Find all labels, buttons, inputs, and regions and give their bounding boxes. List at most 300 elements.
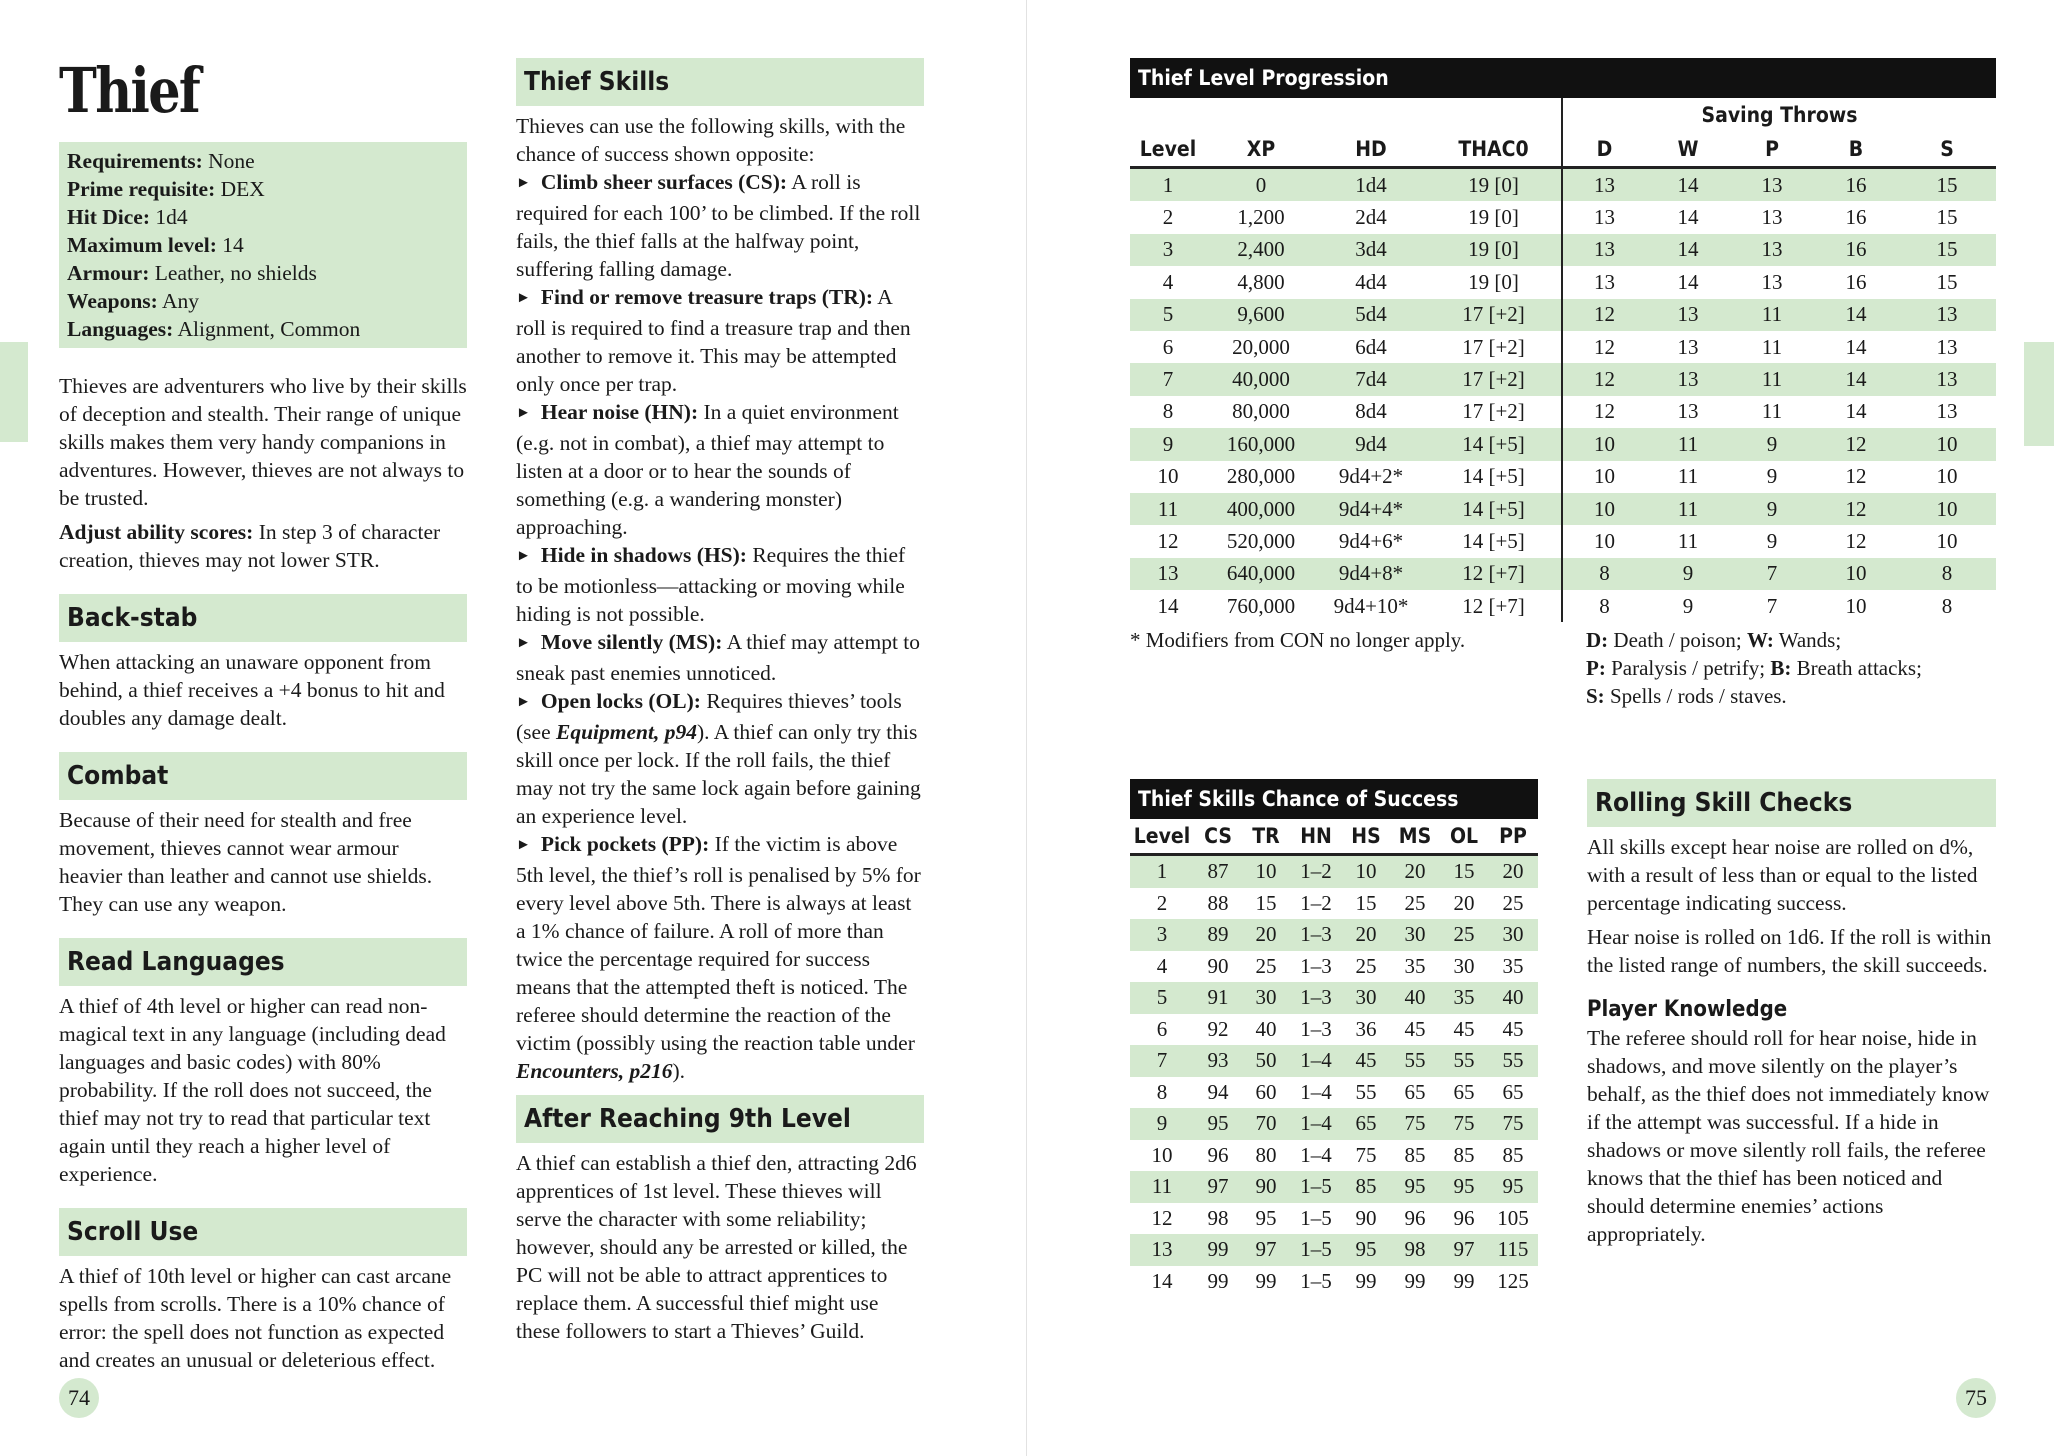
table-cell: 9 [1766, 464, 1778, 489]
table-cell: 12 [1814, 493, 1898, 525]
table-cell: 99 [1404, 1268, 1426, 1293]
table-cell: 13 [1562, 266, 1646, 298]
table-cell: 19 [0] [1426, 234, 1562, 266]
bullet-arrow-icon: ► [516, 837, 531, 853]
table-cell: 1 [1130, 168, 1206, 202]
table-cell: 1–5 [1290, 1234, 1342, 1266]
table-cell: 11 [1730, 363, 1814, 395]
table-cell: 97 [1440, 1234, 1488, 1266]
table-cell: 55 [1440, 1045, 1488, 1077]
table-cell: 6d4 [1355, 334, 1387, 359]
table-cell: 90 [1355, 1205, 1377, 1230]
skill-hide: ► Hide in shadows (HS): Requires the thief to be motionless—attacking or moving while hiding is not possible. [516, 543, 906, 626]
table-cell: 14 [1845, 334, 1867, 359]
table-cell: 14 [+5] [1426, 493, 1562, 525]
table-cell: 16 [1845, 269, 1867, 294]
table-cell: 5 [1130, 299, 1206, 331]
table-cell: 14 [+5] [1462, 528, 1525, 553]
table-cell: 16 [1814, 234, 1898, 266]
table-cell: 5d4 [1316, 299, 1426, 331]
table-cell: 9d4+4* [1316, 493, 1426, 525]
table-cell: 45 [1404, 1016, 1426, 1041]
table-cell: 4 [1156, 953, 1168, 978]
table-cell: 10 [1157, 464, 1179, 489]
table-cell: 13 [1677, 399, 1699, 424]
table-cell: 10 [1562, 461, 1646, 493]
table-cell: 97 [1242, 1234, 1290, 1266]
table-cell: 87 [1194, 855, 1242, 888]
table-cell: 2d4 [1355, 205, 1387, 230]
table-cell: 13 [1646, 363, 1730, 395]
table-cell: 9d4+8* [1316, 558, 1426, 590]
table-cell: 1–3 [1290, 919, 1342, 951]
table-cell: 1–5 [1300, 1205, 1332, 1230]
table-cell: 13 [1730, 168, 1814, 202]
table-cell: 2 [1162, 205, 1174, 230]
table-cell: 55 [1355, 1079, 1377, 1104]
table-cell: 25 [1440, 919, 1488, 951]
table-cell: 10 [1814, 558, 1898, 590]
table-cell: 55 [1390, 1045, 1440, 1077]
table-cell: 95 [1440, 1171, 1488, 1203]
left-column [59, 54, 467, 1374]
read-languages-text: A thief of 4th level or higher can read non-magical text in any language (including dead languages and basic codes) with 80% probability. If the roll does not succeed, the thief may not try to read that particular text again until they reach a higher level of experience. [59, 994, 446, 1186]
con-footnote: * Modifiers from CON no longer apply. [1130, 628, 1466, 653]
table-cell: 4,800 [1237, 269, 1285, 294]
table-cell: 9d4+2* [1338, 464, 1404, 489]
table-cell: 8 [1156, 1079, 1168, 1104]
table-cell: 11 [1130, 1171, 1194, 1203]
table-cell: 12 [1845, 528, 1867, 553]
scroll-use-text: A thief of 10th level or higher can cast arcane spells from scrolls. There is a 10% chance of error: the spell does not function as expected and creates an unusual or deleterious effect. [59, 1264, 452, 1372]
table-cell: 14 [1646, 168, 1730, 202]
table-cell: 30 [1390, 919, 1440, 951]
level-progression-block [1130, 58, 1996, 716]
table-cell: 2,400 [1206, 234, 1316, 266]
table-cell: 13 [1761, 269, 1783, 294]
table-row [1130, 1014, 1538, 1046]
after-9th-level-heading: After Reaching 9th Level [516, 1095, 924, 1143]
table-cell: 14 [1151, 1268, 1173, 1293]
bullet-arrow-icon: ► [516, 405, 531, 421]
table-cell: 10 [1342, 855, 1390, 888]
table-cell: 97 [1194, 1171, 1242, 1203]
table-cell: 85 [1342, 1171, 1390, 1203]
table-cell: 115 [1488, 1234, 1538, 1266]
skills-col-header: PP [1488, 819, 1538, 855]
table-cell: 0 [1206, 168, 1316, 202]
table-cell: 60 [1255, 1079, 1277, 1104]
table-cell: 3d4 [1316, 234, 1426, 266]
table-cell: 99 [1255, 1268, 1277, 1293]
table-cell: 8 [1562, 590, 1646, 622]
table-cell: 30 [1342, 982, 1390, 1014]
table-cell: 20 [1453, 890, 1475, 915]
progression-col-header: THAC0 [1426, 132, 1562, 168]
table-cell: 16 [1845, 205, 1867, 230]
table-cell: 160,000 [1206, 428, 1316, 460]
table-cell: 10 [1151, 1142, 1173, 1167]
table-cell: 20 [1390, 855, 1440, 888]
table-cell: 11 [1677, 464, 1699, 489]
info-prime-requisite: Prime requisite: DEX [67, 177, 265, 201]
table-cell: 12 [1562, 299, 1646, 331]
table-cell: 17 [+2] [1462, 334, 1525, 359]
table-cell: 17 [+2] [1462, 399, 1525, 424]
table-cell: 13 [1761, 205, 1783, 230]
page-number-left: 74 [59, 1378, 99, 1418]
table-cell: 13 [1936, 334, 1958, 359]
table-cell: 65 [1342, 1108, 1390, 1140]
table-cell: 75 [1440, 1108, 1488, 1140]
table-cell: 9 [1130, 428, 1206, 460]
table-cell: 10 [1936, 464, 1958, 489]
table-cell: 4 [1162, 269, 1174, 294]
table-row [1130, 396, 1996, 428]
table-row [1130, 1234, 1538, 1266]
level-progression-table [1130, 98, 1996, 622]
skills-col-header: OL [1440, 819, 1488, 855]
table-cell: 95 [1342, 1234, 1390, 1266]
table-row [1130, 168, 1996, 202]
encounters-reference: Encounters, p216 [516, 1059, 673, 1083]
info-languages: Languages: Alignment, Common [67, 317, 361, 341]
thief-skills-heading: Thief Skills [516, 58, 924, 106]
table-cell: 11 [1646, 428, 1730, 460]
table-cell: 9d4+6* [1338, 528, 1404, 553]
table-row [1130, 590, 1996, 622]
table-row [1130, 525, 1996, 557]
table-cell: 14 [1157, 593, 1179, 618]
info-hit-dice: Hit Dice: 1d4 [67, 205, 188, 229]
table-cell: 15 [1255, 890, 1277, 915]
table-row [1130, 1203, 1538, 1235]
skill-open-locks: ► Open locks (OL): Requires thieves’ tools (see Equipment, p94). A thief can only try this skill once per lock. If the roll fails, the thief may not try the same lock again before gaining an experience level. [516, 689, 921, 828]
table-cell: 14 [1677, 269, 1699, 294]
table-cell: 13 [1936, 399, 1958, 424]
table-cell: 1–3 [1300, 1016, 1332, 1041]
table-cell: 12 [+7] [1426, 558, 1562, 590]
table-cell: 1 [1130, 855, 1194, 888]
table-cell: 95 [1488, 1171, 1538, 1203]
table-cell: 19 [0] [1468, 205, 1519, 230]
table-cell: 45 [1502, 1016, 1524, 1041]
table-row [1130, 1108, 1538, 1140]
table-cell: 13 [1130, 558, 1206, 590]
table-cell: 85 [1502, 1142, 1524, 1167]
backstab-text: When attacking an unaware opponent from behind, a thief receives a +4 bonus to hit and doubles any damage dealt. [59, 650, 445, 730]
right-edge-tab [2024, 342, 2054, 446]
table-cell: 1–3 [1290, 982, 1342, 1014]
table-cell: 12 [+7] [1462, 593, 1525, 618]
table-cell: 13 [1677, 334, 1699, 359]
table-cell: 20 [1242, 919, 1290, 951]
skills-col-header: Level [1130, 819, 1194, 855]
table-cell: 10 [1242, 855, 1290, 888]
table-cell: 14 [1814, 363, 1898, 395]
table-cell: 1d4 [1316, 168, 1426, 202]
table-cell: 8 [1562, 558, 1646, 590]
table-cell: 9 [1646, 558, 1730, 590]
backstab-heading: Back-stab [59, 594, 467, 642]
table-row [1130, 855, 1538, 888]
table-row [1130, 1266, 1538, 1298]
scroll-use-heading: Scroll Use [59, 1208, 467, 1256]
skills-chance-block [1130, 779, 1538, 1297]
table-cell: 14 [1646, 234, 1730, 266]
table-cell: 30 [1242, 982, 1290, 1014]
skills-col-header: TR [1242, 819, 1290, 855]
info-armour: Armour: Leather, no shields [67, 261, 317, 285]
table-cell: 30 [1488, 919, 1538, 951]
info-requirements: Requirements: None [67, 149, 255, 173]
table-cell: 105 [1497, 1205, 1529, 1230]
info-weapons: Weapons: Any [67, 289, 200, 313]
table-cell: 13 [1562, 168, 1646, 202]
table-cell: 4d4 [1355, 269, 1387, 294]
table-cell: 99 [1453, 1268, 1475, 1293]
table-cell: 88 [1207, 890, 1229, 915]
table-row [1130, 363, 1996, 395]
progression-notes [1130, 626, 1996, 716]
table-cell: 96 [1453, 1205, 1475, 1230]
table-cell: 1–4 [1300, 1079, 1332, 1104]
table-cell: 11 [1646, 493, 1730, 525]
table-cell: 3 [1130, 919, 1194, 951]
middle-column [516, 58, 924, 1345]
table-cell: 10 [1845, 593, 1867, 618]
table-cell: 12 [1157, 528, 1179, 553]
bullet-arrow-icon: ► [516, 635, 531, 651]
table-cell: 15 [1936, 205, 1958, 230]
table-cell: 85 [1404, 1142, 1426, 1167]
table-cell: 7 [1130, 1045, 1194, 1077]
table-cell: 7 [1766, 593, 1778, 618]
table-cell: 30 [1453, 953, 1475, 978]
table-row [1130, 558, 1996, 590]
skills-col-header: HN [1290, 819, 1342, 855]
table-cell: 11 [1761, 399, 1783, 424]
table-cell: 1–2 [1290, 855, 1342, 888]
table-cell: 10 [1562, 493, 1646, 525]
progression-col-header: XP [1206, 132, 1316, 168]
table-cell: 760,000 [1226, 593, 1296, 618]
table-cell: 2 [1156, 890, 1168, 915]
class-info-box [59, 142, 467, 348]
table-cell: 94 [1207, 1079, 1229, 1104]
table-cell: 85 [1453, 1142, 1475, 1167]
progression-col-header: Level [1130, 132, 1206, 168]
skills-chance-title: Thief Skills Chance of Success [1130, 779, 1538, 819]
progression-col-header: B [1814, 132, 1898, 168]
table-cell: 280,000 [1226, 464, 1296, 489]
table-cell: 13 [1562, 234, 1646, 266]
progression-col-header: W [1646, 132, 1730, 168]
table-cell: 11 [1730, 299, 1814, 331]
table-cell: 8 [1162, 399, 1174, 424]
skill-traps: ► Find or remove treasure traps (TR): A roll is required to find a treasure trap and then another to remove it. This may be attempted only once per trap. [516, 285, 911, 396]
table-cell: 12 [1562, 331, 1646, 363]
combat-text: Because of their need for stealth and free movement, thieves cannot wear armour heavier than leather and cannot use shields. They can use any weapon. [59, 808, 433, 916]
table-cell: 65 [1502, 1079, 1524, 1104]
table-cell: 40 [1255, 1016, 1277, 1041]
progression-col-header: D [1562, 132, 1646, 168]
table-cell: 13 [1898, 299, 1996, 331]
table-cell: 80 [1255, 1142, 1277, 1167]
table-cell: 98 [1207, 1205, 1229, 1230]
table-cell: 96 [1207, 1142, 1229, 1167]
skills-col-header: CS [1194, 819, 1242, 855]
table-cell: 40 [1390, 982, 1440, 1014]
skills-col-header: HS [1342, 819, 1390, 855]
table-cell: 65 [1453, 1079, 1475, 1104]
table-cell: 75 [1488, 1108, 1538, 1140]
bullet-arrow-icon: ► [516, 694, 531, 710]
table-cell: 10 [1562, 428, 1646, 460]
table-cell: 12 [1814, 428, 1898, 460]
table-row [1130, 1140, 1538, 1172]
table-cell: 13 [1898, 363, 1996, 395]
table-cell: 13 [1730, 234, 1814, 266]
level-progression-title: Thief Level Progression [1130, 58, 1996, 98]
table-cell: 12 [1151, 1205, 1173, 1230]
table-cell: 55 [1488, 1045, 1538, 1077]
table-cell: 6 [1156, 1016, 1168, 1041]
table-cell: 10 [1898, 428, 1996, 460]
table-row [1130, 1077, 1538, 1109]
table-cell: 92 [1207, 1016, 1229, 1041]
table-cell: 125 [1497, 1268, 1529, 1293]
table-row [1130, 1045, 1538, 1077]
table-cell: 70 [1242, 1108, 1290, 1140]
table-cell: 13 [1562, 201, 1646, 233]
page-number-right: 75 [1956, 1378, 1996, 1418]
skill-hear-noise: ► Hear noise (HN): In a quiet environment (e.g. not in combat), a thief may attempt to listen at a door or to hear the sounds of something (e.g. a wandering monster) approaching. [516, 400, 899, 539]
table-cell: 65 [1404, 1079, 1426, 1104]
table-cell: 14 [+5] [1426, 428, 1562, 460]
table-cell: 9 [1682, 593, 1694, 618]
saving-throws-legend: D: Death / poison; W: Wands; P: Paralysis / petrify; B: Breath attacks; S: Spells / rods / staves. [1586, 628, 1922, 709]
table-cell: 40,000 [1206, 363, 1316, 395]
progression-col-header: P [1730, 132, 1814, 168]
table-cell: 25 [1404, 890, 1426, 915]
table-row [1130, 461, 1996, 493]
table-cell: 15 [1355, 890, 1377, 915]
table-cell: 15 [1440, 855, 1488, 888]
table-row [1130, 493, 1996, 525]
table-cell: 8 [1898, 558, 1996, 590]
table-cell: 8d4 [1355, 399, 1387, 424]
combat-heading: Combat [59, 752, 467, 800]
after-9th-level-text: A thief can establish a thief den, attracting 2d6 apprentices of 1st level. These thieves will serve the character with some reliability; however, should any be arrested or killed, the PC will not be able to attract apprentices to replace them. A successful thief might use these followers to start a Thieves’ Guild. [516, 1151, 917, 1343]
table-cell: 25 [1502, 890, 1524, 915]
table-cell: 9d4 [1316, 428, 1426, 460]
thief-skills-intro: Thieves can use the following skills, with the chance of success shown opposite: [516, 114, 906, 166]
table-row [1130, 982, 1538, 1014]
table-cell: 1–2 [1300, 890, 1332, 915]
table-cell: 90 [1207, 953, 1229, 978]
skill-pick-pockets: ► Pick pockets (PP): If the victim is above 5th level, the thief’s roll is penalised by 5% for every level above 5th. There is always at least a 1% chance of failure. A roll of more than twice the percentage required for success means that the attempted theft is noticed. The referee should determine the reaction of the victim (possibly using the reaction table under Encounters, p216). [516, 832, 921, 1083]
table-cell: 1–4 [1300, 1142, 1332, 1167]
table-cell: 14 [+5] [1462, 464, 1525, 489]
table-cell: 98 [1390, 1234, 1440, 1266]
table-cell: 9 [1766, 528, 1778, 553]
table-cell: 19 [0] [1426, 168, 1562, 202]
table-row [1130, 266, 1996, 298]
table-cell: 93 [1194, 1045, 1242, 1077]
table-row [1130, 331, 1996, 363]
left-edge-tab [0, 342, 28, 442]
table-cell: 14 [1677, 205, 1699, 230]
table-cell: 20,000 [1232, 334, 1290, 359]
info-maximum-level: Maximum level: 14 [67, 233, 244, 257]
table-cell: 35 [1502, 953, 1524, 978]
table-cell: 5 [1130, 982, 1194, 1014]
table-cell: 99 [1194, 1234, 1242, 1266]
table-cell: 20 [1488, 855, 1538, 888]
table-cell: 17 [+2] [1426, 299, 1562, 331]
table-row [1130, 428, 1996, 460]
table-cell: 12 [1562, 363, 1646, 395]
table-cell: 90 [1242, 1171, 1290, 1203]
bullet-arrow-icon: ► [516, 548, 531, 564]
skills-chance-table [1130, 819, 1538, 1297]
table-cell: 96 [1404, 1205, 1426, 1230]
table-cell: 35 [1404, 953, 1426, 978]
equipment-reference: Equipment, p94 [556, 720, 697, 744]
table-cell: 40 [1488, 982, 1538, 1014]
saving-throws-header: Saving Throws [1562, 98, 1996, 132]
table-cell: 75 [1355, 1142, 1377, 1167]
table-cell: 89 [1194, 919, 1242, 951]
table-cell: 3 [1130, 234, 1206, 266]
table-cell: 45 [1342, 1045, 1390, 1077]
table-row [1130, 888, 1538, 920]
table-cell: 9 [1730, 493, 1814, 525]
table-cell: 17 [+2] [1426, 363, 1562, 395]
table-row [1130, 234, 1996, 266]
table-cell: 7d4 [1316, 363, 1426, 395]
table-cell: 1,200 [1237, 205, 1285, 230]
table-cell: 7 [1730, 558, 1814, 590]
skill-climb: ► Climb sheer surfaces (CS): A roll is required for each 100’ to be climbed. If the roll fails, the thief falls at the halfway point, suffering falling damage. [516, 170, 921, 281]
rolling-skill-checks-heading: Rolling Skill Checks [1587, 779, 1996, 827]
table-cell: 16 [1814, 168, 1898, 202]
table-cell: 12 [1845, 464, 1867, 489]
table-cell: 14 [1814, 299, 1898, 331]
table-cell: 1–3 [1300, 953, 1332, 978]
bullet-arrow-icon: ► [516, 290, 531, 306]
table-cell: 11 [1761, 334, 1783, 359]
skills-col-header: MS [1390, 819, 1440, 855]
progression-col-header: HD [1316, 132, 1426, 168]
table-cell: 1–5 [1300, 1268, 1332, 1293]
adjust-ability-paragraph: Adjust ability scores: In step 3 of character creation, thieves may not lower STR. [59, 520, 441, 572]
table-cell: 13 [1130, 1234, 1194, 1266]
rolling-para-2: Hear noise is rolled on 1d6. If the roll is within the listed range of numbers, the skill succeeds. [1587, 925, 1992, 977]
table-cell: 6 [1162, 334, 1174, 359]
table-cell: 520,000 [1226, 528, 1296, 553]
table-cell: 14 [1845, 399, 1867, 424]
table-cell: 15 [1898, 234, 1996, 266]
table-cell: 8 [1941, 593, 1953, 618]
table-cell: 10 [1562, 525, 1646, 557]
table-cell: 10 [1936, 528, 1958, 553]
table-cell: 9 [1130, 1108, 1194, 1140]
table-cell: 25 [1255, 953, 1277, 978]
progression-col-header: S [1898, 132, 1996, 168]
table-cell: 9 [1730, 428, 1814, 460]
